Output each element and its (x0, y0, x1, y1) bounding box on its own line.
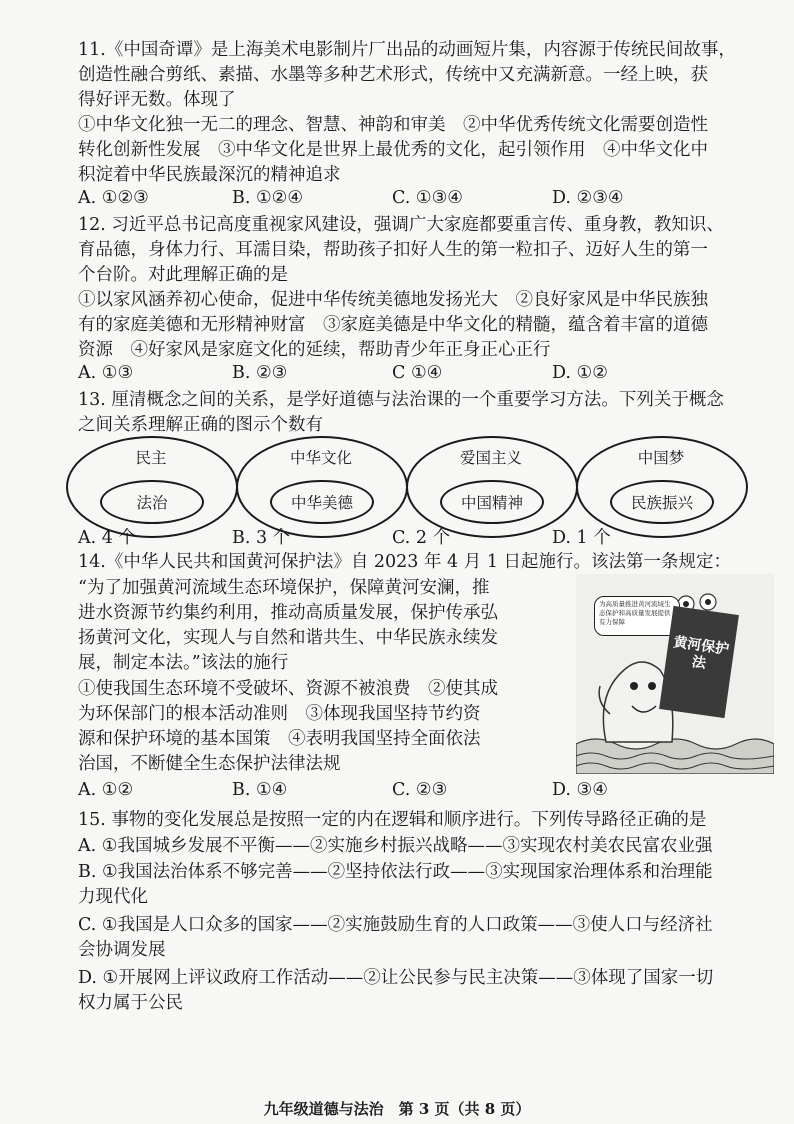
option-c: C. 2 个 (392, 528, 451, 548)
question-14-quote: “为了加强黄河流域生态环境保护，保障黄河安澜，推 (78, 578, 490, 598)
option-d: D. ①② (552, 363, 608, 383)
option-d: D. 1 个 (552, 528, 611, 548)
option-a: A. ①②③ (78, 188, 149, 208)
option-a: A. ①③ (78, 363, 134, 383)
inner-concept-label: 民族振兴 (630, 494, 693, 512)
question-12-statement: 有的家庭美德和无形精神财富 ③家庭美德是中华文化的精髓，蕴含着丰富的道德 (78, 315, 708, 335)
question-15-stem: 15. 事物的变化发展总是按照一定的内在逻辑和顺序进行。下列传导路径正确的是 (78, 810, 707, 830)
option-b: B. 3 个 (232, 528, 291, 548)
option-d: D. ③④ (552, 780, 608, 800)
inner-ellipse (270, 480, 374, 524)
question-13-stem: 13. 厘清概念之间的关系，是学好道德与法治课的一个重要学习方法。下列关于概念 (78, 390, 724, 410)
concept-diagram-3 (406, 436, 576, 536)
question-12-statement: 资源 ④好家风是家庭文化的延续，帮助青少年正身正心正行 (78, 340, 551, 360)
option-b: B. ②③ (232, 363, 288, 383)
yellow-river-law-cartoon (576, 574, 774, 774)
option-b: B. ①我国法治体系不够完善——②坚持依法行政——③实现国家治理体系和治理能 (78, 862, 713, 882)
inner-ellipse (610, 480, 714, 524)
inner-concept-label: 法治 (136, 494, 168, 512)
concept-diagram-2 (236, 436, 406, 536)
question-12-stem: 个台阶。对此理解正确的是 (78, 265, 288, 285)
question-14-quote: 展，制定本法。”该法的施行 (78, 653, 289, 673)
option-c: C. ②③ (392, 780, 448, 800)
question-14-quote: 进水资源节约集约利用，推动高质量发展，保护传承弘 (78, 603, 498, 623)
question-14-statement: ①使我国生态环境不受破坏、资源不被浪费 ②使其成 (78, 679, 498, 699)
option-c: C. ①③④ (392, 188, 463, 208)
question-12-stem: 育品德，身体力行、耳濡目染，帮助孩子扣好人生的第一粒扣子、迈好人生的第一 (78, 240, 708, 260)
question-14-statement: 源和保护环境的基本国策 ④表明我国坚持全面依法 (78, 729, 481, 749)
option-c: C. ①我国是人口众多的国家——②实施鼓励生育的人口政策——③使人口与经济社 (78, 915, 713, 935)
question-14-statement: 为环保部门的根本活动准则 ③体现我国坚持节约资 (78, 704, 481, 724)
option-b: B. ①④ (232, 780, 288, 800)
outer-concept-label: 中华文化 (289, 449, 352, 467)
concept-diagram-1 (66, 436, 236, 536)
outer-concept-label: 中国梦 (637, 449, 685, 467)
concept-diagram-4 (576, 436, 746, 536)
option-d: D. ①开展网上评议政府工作活动——②让公民参与民主决策——③体现了国家一切 (78, 968, 714, 988)
question-11-statement: 积淀着中华民族最深沉的精神追求 (78, 165, 341, 185)
question-12-stem: 12. 习近平总书记高度重视家风建设，强调广大家庭都要重言传、重身教，教知识、 (78, 215, 724, 235)
question-13-stem: 之间关系理解正确的图示个数有 (78, 415, 323, 435)
outer-concept-label: 民主 (135, 449, 167, 467)
question-14-stem: 14.《中华人民共和国黄河保护法》自 2023 年 4 月 1 日起施行。该法第一条规定： (78, 552, 732, 572)
option-b: B. ①②④ (232, 188, 304, 208)
inner-concept-label: 中国精神 (460, 494, 523, 512)
option-a: A. ①我国城乡发展不平衡——②实施乡村振兴战略——③实现农村美农民富农业强 (78, 836, 713, 856)
question-11-stem: 11.《中国奇谭》是上海美术电影制片厂出品的动画短片集，内容源于传统民间故事， (78, 40, 736, 60)
inner-ellipse (440, 480, 544, 524)
option-a: A. ①② (78, 780, 134, 800)
question-14-statement: 治国，不断健全生态保护法律法规 (78, 754, 341, 774)
option-b-continued: 力现代化 (78, 887, 148, 907)
option-d: D. ②③④ (552, 188, 624, 208)
option-c: C ①④ (392, 363, 443, 383)
cartoon-speech-bubble: 为高质量推进黄河流域生态保护和高质量发展提供有力保障 (594, 596, 680, 636)
option-a: A. 4 个 (78, 528, 136, 548)
inner-ellipse (100, 480, 204, 524)
option-d-continued: 权力属于公民 (78, 993, 183, 1013)
page-footer: 九年级道德与法治 第 3 页（共 8 页） (263, 1100, 531, 1118)
question-14-quote: 扬黄河文化，实现人与自然和谐共生、中华民族永续发 (78, 628, 498, 648)
option-c-continued: 会协调发展 (78, 940, 166, 960)
question-11-stem: 创造性融合剪纸、素描、水墨等多种艺术形式，传统中又充满新意。一经上映，获 (78, 65, 708, 85)
question-11-statement: 转化创新性发展 ③中华文化是世界上最优秀的文化，起引领作用 ④中华文化中 (78, 140, 708, 160)
question-12-statement: ①以家风涵养初心使命，促进中华传统美德地发扬光大 ②良好家风是中华民族独 (78, 290, 708, 310)
outer-concept-label: 爱国主义 (459, 449, 522, 467)
inner-concept-label: 中华美德 (290, 494, 353, 512)
question-11-statement: ①中华文化独一无二的理念、智慧、神韵和审美 ②中华优秀传统文化需要创造性 (78, 115, 708, 135)
question-11-stem: 得好评无数。体现了 (78, 90, 236, 110)
law-book: 黄河保护法 (659, 606, 739, 718)
